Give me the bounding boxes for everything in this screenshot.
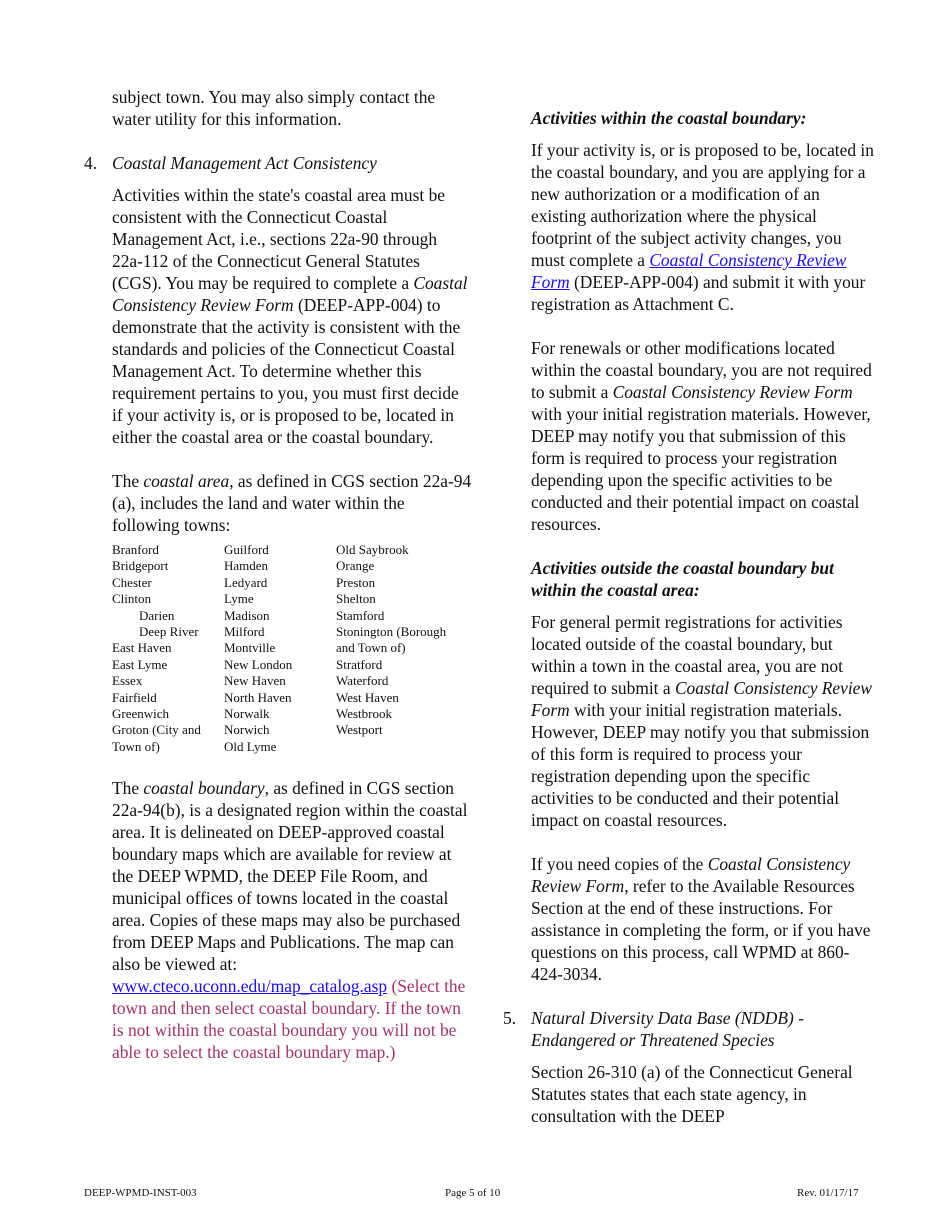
town-name: Guilford <box>224 542 269 557</box>
town-name: Old Saybrook <box>336 542 409 557</box>
section-title: Coastal Management Act Consistency <box>112 153 377 173</box>
town-name: Orange <box>336 558 375 574</box>
outside-boundary-paragraph: For general permit registrations for activities located outside of the coastal boundary, but within a town in the coastal area, you are not required to submit a Coastal Consistency Review Form with your initial registration materials. However, DEEP may notify you that submission of this form is required to process your registration depending upon the specific activities to be conducted and their potential impact on coastal resources. <box>531 612 873 830</box>
town-name: Lyme <box>224 591 254 607</box>
coastal-area-paragraph: The coastal area, as defined in CGS section 22a-94 (a), includes the land and water within the following towns: <box>112 471 472 535</box>
town-name: Groton (City and <box>112 722 201 738</box>
towns-list <box>112 542 472 755</box>
within-boundary-paragraph: If your activity is, or is proposed to be, located in the coastal boundary, and you are applying for a new authorization or a modification of an existing authorization where the physical footprint of the subject activity changes, you must complete a Coastal Consistency Review Form (DEEP-APP-004) and submit it with your registration as Attachment C. <box>531 140 874 314</box>
coastal-boundary-paragraph: The coastal boundary, as defined in CGS section 22a-94(b), is a designated region within the coastal area. It is delineated on DEEP-approved coastal boundary maps which are available for review at the DEEP WPMD, the DEEP File Room, and municipal offices of towns located in the coastal area. Copies of these maps may also be purchased from DEEP Maps and Publications. The map can also be viewed at: www.cteco.uconn.edu/map_catalog.asp (Select the town and then select coastal boundary. If the town is not within the coastal boundary you will not be able to select the coastal boundary map.) <box>112 778 468 1063</box>
town-name: Norwalk <box>224 706 270 722</box>
town-name: Westbrook <box>336 706 392 722</box>
left-column <box>84 86 472 1063</box>
town-name: Waterford <box>336 673 389 689</box>
town-name: Fairfield <box>112 689 157 705</box>
town-name: Clinton <box>112 591 152 607</box>
heading-outside-boundary: Activities outside the coastal boundary but within the coastal area: <box>531 558 834 600</box>
section-number: 4. <box>84 153 98 173</box>
town-name: North Haven <box>224 689 292 705</box>
town-name: and Town of) <box>336 640 406 656</box>
town-name: Westport <box>336 722 383 738</box>
town-name: East Lyme <box>112 656 168 672</box>
town-name: West Haven <box>336 689 399 705</box>
town-name: Montville <box>224 640 276 656</box>
section-4-heading <box>84 152 472 174</box>
coastal-review-form-link[interactable]: Coastal Consistency Review Form <box>531 250 847 292</box>
town-name: New Haven <box>224 673 286 689</box>
towns-column-2 <box>224 542 336 755</box>
town-name: Darien <box>139 607 175 623</box>
town-name: East Haven <box>112 640 172 656</box>
town-name: Preston <box>336 574 375 590</box>
town-name: Deep River <box>139 624 199 640</box>
town-name: Norwich <box>224 722 270 738</box>
town-name: Stonington (Borough <box>336 624 447 640</box>
footer-revision: Rev. 01/17/17 <box>797 1187 859 1199</box>
towns-column-3 <box>336 542 466 755</box>
town-name: Hamden <box>224 558 269 574</box>
town-name: Chester <box>112 574 152 590</box>
map-catalog-link[interactable]: www.cteco.uconn.edu/map_catalog.asp <box>112 976 388 997</box>
intro-paragraph: subject town. You may also simply contact the water utility for this information. <box>112 87 436 129</box>
renewals-paragraph: For renewals or other modifications located within the coastal boundary, you are not required to submit a Coastal Consistency Review Form with your initial registration materials. However, DEEP may notify you that submission of this form is required to process your registration depending upon the specific activities to be conducted and their potential impact on coastal resources. <box>531 338 872 534</box>
nddb-paragraph: Section 26-310 (a) of the Connecticut General Statutes states that each state agency, in consultation with the DEEP <box>531 1062 853 1126</box>
footer-doc-id: DEEP-WPMD-INST-003 <box>84 1187 197 1199</box>
heading-within-boundary: Activities within the coastal boundary: <box>531 108 807 128</box>
town-name: Branford <box>112 542 159 557</box>
copies-paragraph: If you need copies of the Coastal Consistency Review Form, refer to the Available Resources Section at the end of these instructions. For assistance in completing the form, or if you have questions on this process, call WPMD at 860-424-3034. <box>531 854 871 984</box>
town-name: Stamford <box>336 607 385 623</box>
town-name: Shelton <box>336 591 376 607</box>
town-name: New London <box>224 656 293 672</box>
town-name: Essex <box>112 673 143 689</box>
town-name: Old Lyme <box>224 738 277 754</box>
right-column <box>503 107 876 1127</box>
town-name: Milford <box>224 624 265 640</box>
town-name: Madison <box>224 607 270 623</box>
town-name: Ledyard <box>224 574 268 590</box>
towns-column-1 <box>112 542 224 755</box>
town-name: Greenwich <box>112 706 170 722</box>
coastal-act-paragraph: Activities within the state's coastal area must be consistent with the Connecticut Coastal Management Act, i.e., sections 22a-90 through 22a-112 of the Connecticut General Statutes (CGS). You may be required to complete a Coastal Consistency Review Form (DEEP-APP-004) to demonstrate that the activity is consistent with the standards and policies of the Connecticut Coastal Management Act. To determine whether this requirement pertains to you, you must first decide if your activity is, or is proposed to be, located in either the coastal area or the coastal boundary. <box>112 185 468 447</box>
town-name: Town of) <box>112 738 160 754</box>
town-name: Bridgeport <box>112 558 169 574</box>
footer-page-number: Page 5 of 10 <box>445 1187 501 1199</box>
section-5-heading: 5. Natural Diversity Data Base (NDDB) - Endangered or Threatened Species <box>503 1008 804 1050</box>
town-name: Stratford <box>336 656 383 672</box>
map-note: (Select the town and then select coastal boundary. If the town is not within the coastal boundary you will not be able to select the coastal boundary map.) <box>112 976 466 1063</box>
